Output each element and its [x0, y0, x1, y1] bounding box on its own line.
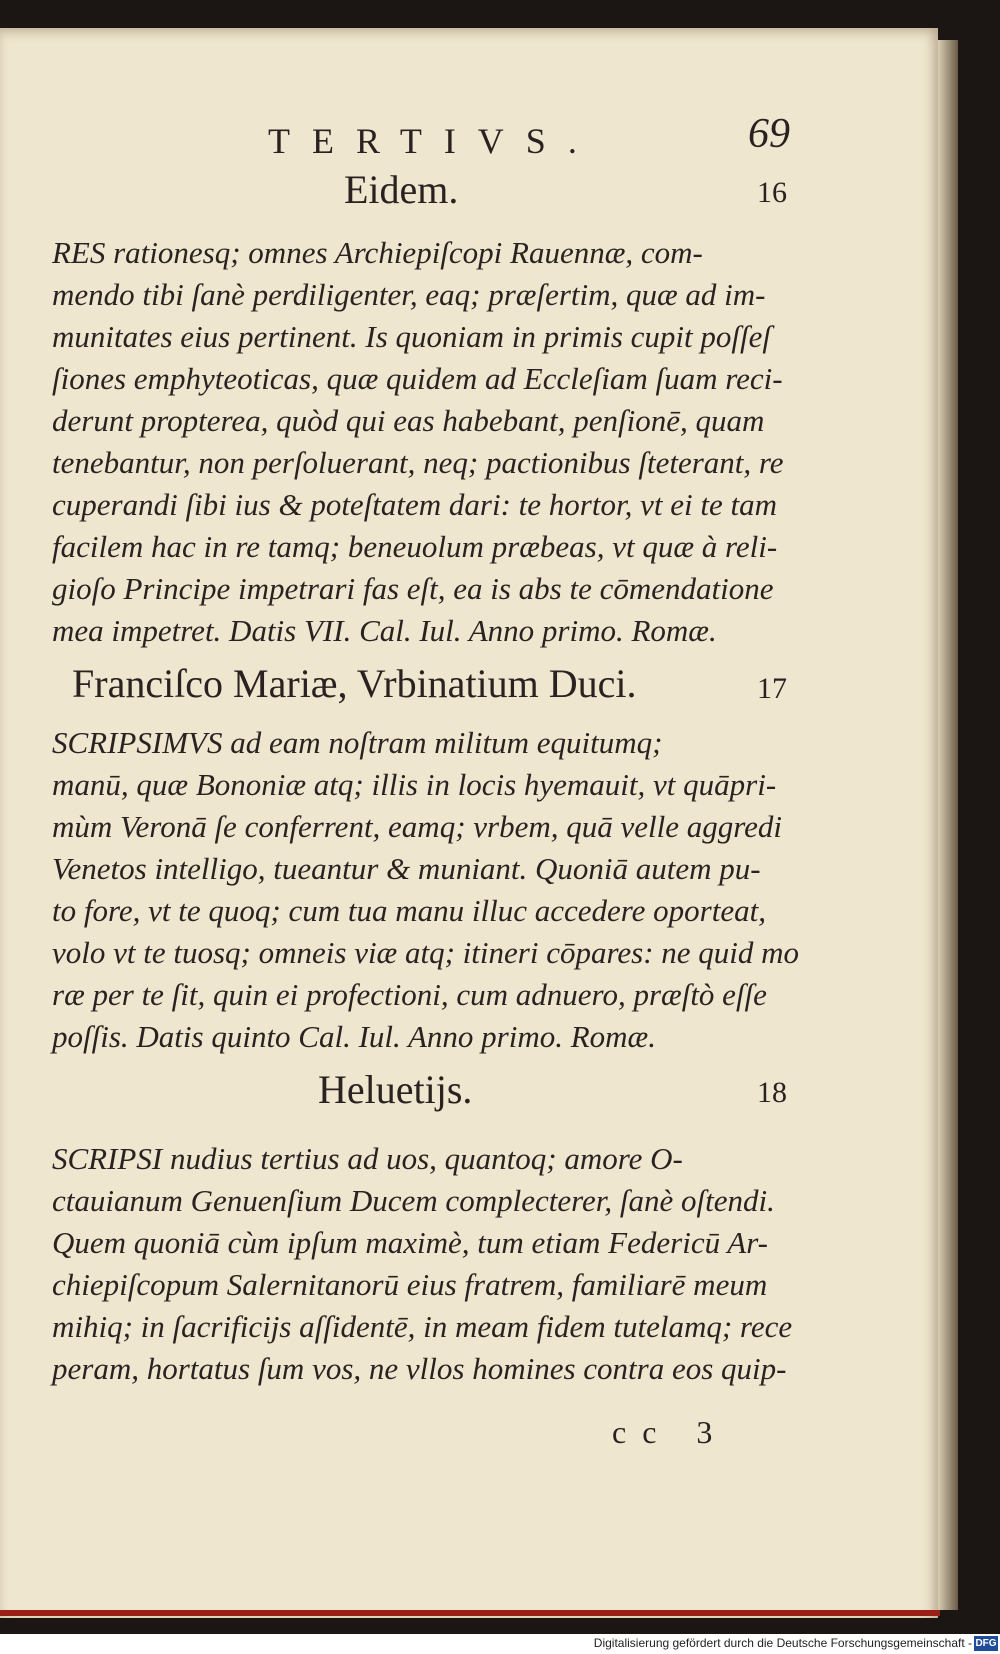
text-line: Venetos intelligo, tueantur & muniant. Quoniā autem pu- — [52, 851, 761, 886]
text-line: cuperandi ſibi ius & poteſtatem dari: te hortor, vt ei te tam — [52, 487, 777, 522]
letter-number: 16 — [757, 176, 787, 209]
text-line: mihiq; in ſacrificijs aſſidentē, in meam fidem tutelamq; rece — [52, 1309, 793, 1344]
text-line: mendo tibi ſanè perdiligenter, eaq; præſertim, quæ ad im- — [52, 277, 766, 312]
digitization-footer — [0, 1634, 1000, 1654]
text-line: SCRIPSIMVS ad eam noſtram militum equitumq; — [52, 725, 663, 760]
text-line: ſiones emphyteoticas, quæ quidem ad Eccleſiam ſuam reci- — [52, 361, 783, 396]
text-line: munitates eius pertinent. Is quoniam in primis cupit poſſeſ — [52, 319, 771, 354]
letter-body — [52, 232, 792, 652]
text-line: chiepiſcopum Salernitanorū eius fratrem, familiarē meum — [52, 1267, 768, 1302]
signature-mark: cc 3 — [612, 1414, 729, 1450]
text-line: ræ per te ſit, quin ei profectioni, cum adnuero, præſtò eſſe — [52, 977, 767, 1012]
text-line: peram, hortatus ſum vos, ne vllos homines contra eos quip- — [52, 1351, 787, 1386]
text-line: gioſo Principe impetrari fas eſt, ea is abs te cōmendatione — [52, 571, 774, 606]
text-line: poſſis. Datis quinto Cal. Iul. Anno primo. Romæ. — [52, 1019, 656, 1054]
letter-heading: Heluetijs. — [318, 1067, 473, 1112]
text-line: RES rationesq; omnes Archiepiſcopi Rauennæ, com- — [52, 235, 703, 270]
text-line: SCRIPSI nudius tertius ad uos, quantoq; amore O- — [52, 1141, 683, 1176]
text-line: volo vt te tuosq; omneis viæ atq; itineri cōpares: ne quid mo — [52, 935, 800, 970]
text-line: tenebantur, non perſoluerant, neq; pactionibus ſteterant, re — [52, 445, 784, 480]
running-head: TERTIVS. — [268, 121, 599, 161]
text-line: to fore, vt te quoq; cum tua manu illuc accedere oporteat, — [52, 893, 766, 928]
text-line: ctauianum Genuenſium Ducem complecterer, ſanè oſtendi. — [52, 1183, 775, 1218]
footer-credit: Digitalisierung gefördert durch die Deutsche Forschungsgemeinschaft - — [593, 1636, 972, 1650]
red-edge-stripe — [0, 1610, 940, 1616]
text-line: mùm Veronā ſe conferrent, eamq; vrbem, quā velle aggredi — [52, 809, 783, 844]
letter-number: 17 — [757, 672, 787, 705]
folio-number: 69 — [748, 111, 790, 157]
text-line: Quem quoniā cùm ipſum maximè, tum etiam Federicū Ar- — [52, 1225, 768, 1260]
page-edge — [938, 40, 958, 1610]
letter-heading: Franciſco Mariæ, Vrbinatium Duci. — [72, 661, 637, 706]
dfg-logo-icon: DFG — [975, 1638, 997, 1649]
letter-body — [52, 1138, 792, 1390]
letter-heading: Eidem. — [344, 167, 459, 212]
text-line: derunt propterea, quòd qui eas habebant, penſionē, quam — [52, 403, 765, 438]
text-line: manū, quæ Bononiæ atq; illis in locis hyemauit, vt quāpri- — [52, 767, 777, 802]
book-page — [0, 28, 938, 1618]
text-line: facilem hac in re tamq; beneuolum præbeas, vt quæ à reli- — [52, 529, 778, 564]
text-line: mea impetret. Datis VII. Cal. Iul. Anno primo. Romæ. — [52, 613, 717, 648]
letter-number: 18 — [757, 1076, 787, 1109]
letter-body — [52, 722, 800, 1058]
